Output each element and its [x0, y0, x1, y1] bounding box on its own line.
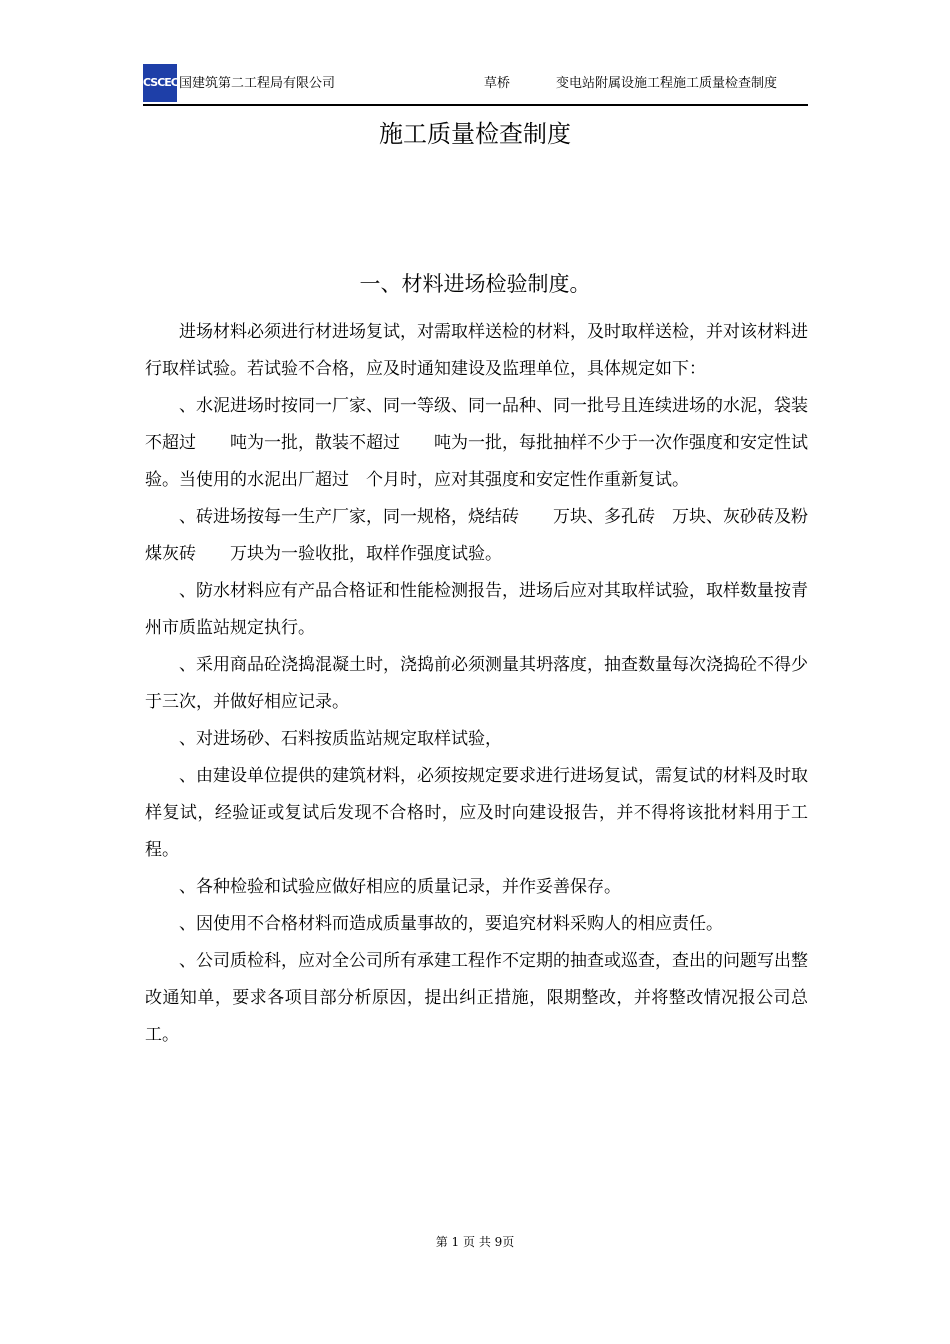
- header-document-title: 变电站附属设施工程施工质量检查制度: [556, 76, 778, 91]
- header-company-name: 国建筑第二工程局有限公司: [179, 76, 336, 91]
- clause-paragraph: 、公司质检科，应对全公司所有承建工程作不定期的抽查或巡查，查出的问题写出整改通知单，要求各项目部分析原因，提出纠正措施，限期整改，并将整改情况报公司总工。: [145, 951, 808, 1045]
- page-title: 施工质量检查制度: [379, 120, 571, 148]
- intro-paragraph: 进场材料必须进行材进场复试，对需取样送检的材料，及时取样送检，并对该材料进行取样试验。若试验不合格，应及时通知建设及监理单位，具体规定如下：: [145, 322, 808, 379]
- clause-paragraph: 、由建设单位提供的建筑材料，必须按规定要求进行进场复试，需复试的材料及时取样复试，经验证或复试后发现不合格时，应及时向建设报告，并不得将该批材料用于工程。: [145, 766, 808, 860]
- clause-paragraph: 、水泥进场时按同一厂家、同一等级、同一品种、同一批号且连续进场的水泥，袋装不超过 吨为一批，散装不超过 吨为一批，每批抽样不少于一次作强度和安定性试验。当使用的水泥出厂超过 个月时，应对其强度和安定性作重新复试。: [145, 396, 808, 490]
- clause-paragraph: 、防水材料应有产品合格证和性能检测报告，进场后应对其取样试验，取样数量按青州市质监站规定执行。: [145, 581, 808, 638]
- page-header: [143, 60, 808, 106]
- header-site-name: 草桥: [484, 76, 511, 91]
- company-logo: CSCEC: [143, 64, 177, 102]
- document-body: [145, 314, 808, 1054]
- clause-paragraph: 、采用商品砼浇捣混凝土时，浇捣前必须测量其坍落度，抽查数量每次浇捣砼不得少于三次，并做好相应记录。: [145, 655, 808, 712]
- clause-paragraph: 、各种检验和试验应做好相应的质量记录，并作妥善保存。: [179, 877, 621, 897]
- section-heading: 一、材料进场检验制度。: [359, 272, 591, 296]
- clause-paragraph: 、砖进场按每一生产厂家，同一规格，烧结砖 万块、多孔砖 万块、灰砂砖及粉煤灰砖 万块为一验收批，取样作强度试验。: [145, 507, 808, 564]
- clause-paragraph: 、对进场砂、石料按质监站规定取样试验，: [179, 729, 502, 749]
- clause-paragraph: 、因使用不合格材料而造成质量事故的，要追究材料采购人的相应责任。: [179, 914, 723, 934]
- page-number: 第 1 页 共 9页: [435, 1235, 515, 1249]
